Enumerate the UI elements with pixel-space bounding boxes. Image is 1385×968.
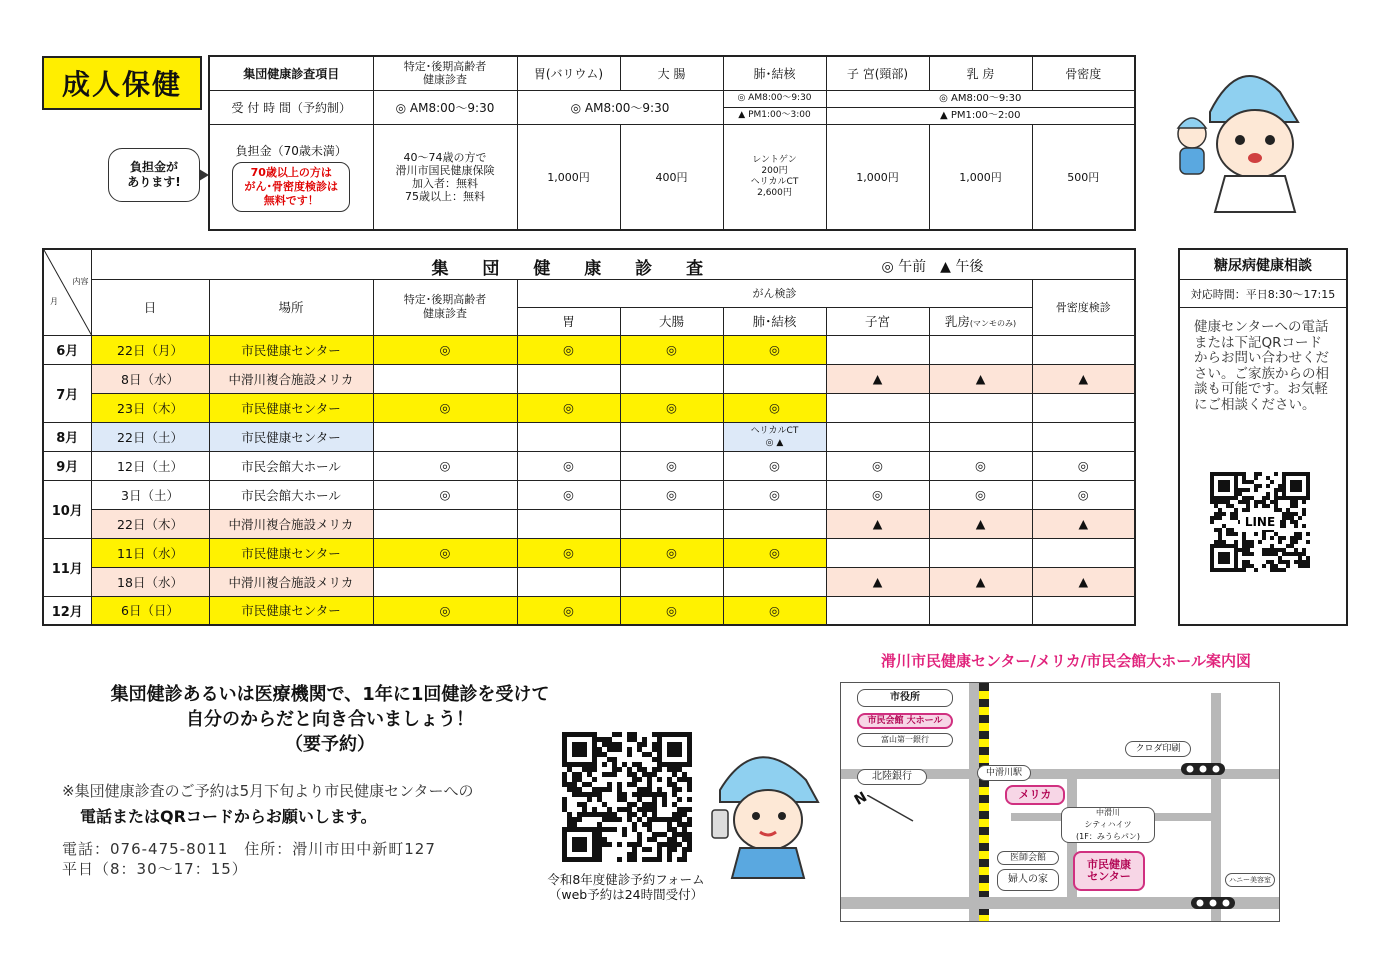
corner-diagonal: [44, 250, 92, 336]
month-cell: 6月: [43, 335, 91, 364]
place-cell: 市民健康センター: [209, 538, 373, 567]
mascot-doctor-icon: [1170, 52, 1310, 220]
signal-icon: [1181, 763, 1225, 775]
day-cell: 23日（木）: [91, 393, 209, 422]
mark-cell: ◎: [723, 393, 826, 422]
month-cell: 7月: [43, 364, 91, 422]
header-lung2: 肺･結核: [723, 307, 826, 335]
map-heights: 中滑川 シティハイツ (1F：みうらパン): [1061, 807, 1155, 843]
time-tokutei: ◎ AM8:00～9:30: [373, 90, 517, 124]
mark-cell: ▲: [929, 364, 1032, 393]
map-ishikai: 医師会館: [997, 851, 1059, 865]
month-cell: 11月: [43, 538, 91, 596]
mark-cell: ▲: [826, 509, 929, 538]
mark-cell: ヘリカルCT ◎ ▲: [723, 422, 826, 451]
mark-cell: [620, 567, 723, 596]
mark-cell: ◎: [723, 480, 826, 509]
mark-cell: [929, 335, 1032, 364]
map-station: 中滑川駅: [977, 765, 1031, 781]
mark-cell: [373, 567, 517, 596]
mark-cell: [517, 509, 620, 538]
header-colon2: 大腸: [620, 307, 723, 335]
sched-title: 集 団 健 康 診 査: [431, 259, 718, 279]
mark-cell: ◎: [1032, 451, 1135, 480]
table-row: [43, 596, 1135, 625]
mark-cell: ▲: [826, 364, 929, 393]
header-stomach: 胃(バリウム): [517, 56, 620, 90]
time-lung-am: ◎ AM8:00～9:30: [723, 90, 826, 107]
mark-cell: ◎: [517, 451, 620, 480]
place-cell: 市民健康センター: [209, 596, 373, 625]
qr-caption2: （web予約は24時間受付）: [548, 887, 704, 902]
side-hours: 対応時間：平日8:30～17:15: [1180, 280, 1346, 308]
header-bone: 骨密度: [1032, 56, 1135, 90]
place-cell: 市民健康センター: [209, 422, 373, 451]
corner-bottom-label: 月: [50, 297, 58, 306]
mark-cell: [517, 422, 620, 451]
table-row: [43, 335, 1135, 364]
mark-cell: ◎: [517, 538, 620, 567]
map-civic-hall: 市民会館 大ホール: [857, 713, 953, 729]
mark-cell: ◎: [620, 393, 723, 422]
mark-cell: [1032, 335, 1135, 364]
mark-cell: ▲: [929, 567, 1032, 596]
header-uterus: 子 宮(頸部): [826, 56, 929, 90]
header-day: 日: [91, 279, 209, 335]
mark-cell: ◎: [517, 393, 620, 422]
fee-stomach: 1,000円: [517, 124, 620, 230]
road-v3: [1211, 693, 1221, 922]
table-row: [43, 422, 1135, 451]
page-title: 成人保健: [42, 56, 202, 110]
day-cell: 12日（土）: [91, 451, 209, 480]
mark-cell: ◎: [373, 538, 517, 567]
mark-cell: [723, 364, 826, 393]
place-cell: 中滑川複合施設メリカ: [209, 364, 373, 393]
mark-cell: ◎: [517, 335, 620, 364]
contact-hours: 平日（8：30～17：15）: [62, 860, 248, 878]
map-center: 市民健康 センター: [1073, 851, 1145, 891]
header-stom2: 胃: [517, 307, 620, 335]
place-cell: 市民会館大ホール: [209, 451, 373, 480]
mark-cell: [723, 567, 826, 596]
bottom-line2: 自分のからだと向き合いましょう！: [186, 709, 474, 730]
reserve-note2: 電話またはQRコードからお願いします。: [80, 807, 377, 826]
month-cell: 8月: [43, 422, 91, 451]
place-cell: 市民健康センター: [209, 393, 373, 422]
map-kuroda: クロダ印刷: [1125, 741, 1191, 757]
header-tokutei2: 特定･後期高齢者 健康診査: [373, 279, 517, 335]
reservation-qr-icon[interactable]: [562, 732, 692, 862]
place-cell: 中滑川複合施設メリカ: [209, 567, 373, 596]
mark-cell: ◎: [517, 480, 620, 509]
mark-cell: ◎: [620, 451, 723, 480]
fee-free-note: 70歳以上の方は がん･骨密度検診は 無料です！: [232, 162, 350, 212]
mark-cell: [373, 364, 517, 393]
mark-cell: [1032, 393, 1135, 422]
north-arrow-icon: [867, 795, 917, 825]
reserve-note1: ※集団健康診査のご予約は5月下旬より市民健康センターへの: [62, 782, 474, 800]
mark-cell: ▲: [929, 509, 1032, 538]
table-row: [43, 538, 1135, 567]
map-title: 滑川市民健康センター/メリカ/市民会館大ホール案内図: [881, 652, 1251, 670]
table-row: [43, 509, 1135, 538]
day-cell: 11日（水）: [91, 538, 209, 567]
corner-cell: [43, 249, 91, 335]
mark-cell: ◎: [826, 451, 929, 480]
time-rest-am: ◎ AM8:00～9:30: [826, 90, 1135, 107]
contact-tel: 電話：076-475-8011 住所：滑川市田中新町127: [62, 840, 436, 858]
mark-cell: ◎: [929, 480, 1032, 509]
mark-cell: ◎: [723, 596, 826, 625]
header-tokutei: 特定･後期高齢者 健康診査: [373, 56, 517, 90]
fee-lung: レントゲン 200円 ヘリカルCT 2,600円: [723, 124, 826, 230]
mark-cell: [517, 364, 620, 393]
diabetes-consult-panel: [1178, 248, 1348, 626]
table-row: [43, 393, 1135, 422]
table-row: [43, 567, 1135, 596]
sched-title-cell: [91, 249, 1135, 279]
mark-cell: ▲: [826, 567, 929, 596]
day-cell: 8日（水）: [91, 364, 209, 393]
table-row: [43, 480, 1135, 509]
place-cell: 市民健康センター: [209, 335, 373, 364]
mark-cell: [620, 364, 723, 393]
mark-cell: ▲: [1032, 509, 1135, 538]
mark-cell: [929, 393, 1032, 422]
header-place: 場所: [209, 279, 373, 335]
mascot-phone-icon: [706, 740, 826, 880]
fee-colon: 400円: [620, 124, 723, 230]
mark-cell: [826, 538, 929, 567]
mark-cell: ◎: [723, 538, 826, 567]
side-title: 糖尿病健康相談: [1180, 250, 1346, 280]
map-toyama-bank: 富山第一銀行: [857, 733, 953, 747]
header-lung: 肺･結核: [723, 56, 826, 90]
header-breast2-sub: (マンモのみ): [969, 319, 1017, 328]
mark-cell: ▲: [1032, 567, 1135, 596]
map-cityhall: 市役所: [857, 689, 953, 707]
corner-top-label: 内容: [72, 277, 89, 286]
mark-cell: ◎: [620, 538, 723, 567]
mark-cell: [373, 422, 517, 451]
side-body: 健康センターへの電話または下記QRコードからお問い合わせください。ご家族からの相談も可能です。お気軽にご相談ください。: [1194, 319, 1329, 413]
map-north: N: [851, 789, 870, 809]
map-merica: メリカ: [1005, 785, 1065, 805]
bottom-message: [60, 682, 600, 757]
fee-tokutei: 40～74歳の方で 滑川市国民健康保険 加入者：無料 75歳以上：無料: [373, 124, 517, 230]
mark-cell: [826, 393, 929, 422]
header-breast2: [929, 307, 1032, 335]
qr-caption: [520, 872, 732, 902]
mark-cell: ◎: [723, 451, 826, 480]
signal-icon-2: [1191, 897, 1235, 909]
place-cell: 中滑川複合施設メリカ: [209, 509, 373, 538]
fee-bubble: 負担金が あります!: [108, 148, 200, 202]
header-item: 集団健康診査項目: [209, 56, 373, 90]
fee-label: 負担金（70歳未満）: [235, 143, 347, 158]
mark-cell: ◎: [373, 451, 517, 480]
time-rest-pm: ▲ PM1:00～2:00: [826, 107, 1135, 124]
mark-cell: ◎: [373, 480, 517, 509]
mark-cell: [1032, 596, 1135, 625]
mark-cell: ◎: [373, 335, 517, 364]
fee-label-cell: [209, 124, 373, 230]
bottom-line1: 集団健診あるいは医療機関で、1年に1回健診を受けて: [110, 684, 550, 705]
day-cell: 22日（月）: [91, 335, 209, 364]
fee-bone: 500円: [1032, 124, 1135, 230]
mark-cell: [826, 596, 929, 625]
mark-cell: ◎: [620, 335, 723, 364]
mark-cell: [826, 422, 929, 451]
header-breast2-label: 乳房: [944, 314, 970, 329]
header-uterus2: 子宮: [826, 307, 929, 335]
row-time-label: 受 付 時 間（予約制）: [209, 90, 373, 124]
mark-cell: [620, 509, 723, 538]
mark-cell: ◎: [620, 480, 723, 509]
fee-breast: 1,000円: [929, 124, 1032, 230]
mark-cell: [929, 538, 1032, 567]
header-colon: 大 腸: [620, 56, 723, 90]
table-row: [43, 364, 1135, 393]
map-hokuriku-bank: 北陸銀行: [857, 769, 927, 785]
month-cell: 9月: [43, 451, 91, 480]
mark-cell: [373, 509, 517, 538]
mark-cell: [1032, 422, 1135, 451]
mark-cell: ◎: [517, 596, 620, 625]
mark-cell: ◎: [373, 393, 517, 422]
guide-map: [840, 682, 1280, 922]
line-label: LINE: [1244, 515, 1276, 529]
railway: [979, 683, 989, 922]
mark-cell: [929, 422, 1032, 451]
line-qr-icon[interactable]: [1210, 472, 1310, 572]
header-breast: 乳 房: [929, 56, 1032, 90]
day-cell: 22日（土）: [91, 422, 209, 451]
qr-caption1: 令和8年度健診予約フォーム: [547, 872, 705, 887]
mark-cell: [723, 509, 826, 538]
header-cancer: がん検診: [517, 279, 1032, 307]
mark-cell: ◎: [826, 480, 929, 509]
day-cell: 18日（水）: [91, 567, 209, 596]
header-bone2: 骨密度検診: [1032, 279, 1135, 335]
mark-cell: [1032, 538, 1135, 567]
mark-cell: ◎: [929, 451, 1032, 480]
month-cell: 10月: [43, 480, 91, 538]
bottom-line3: （要予約）: [285, 734, 375, 755]
mark-cell: [620, 422, 723, 451]
day-cell: 6日（日）: [91, 596, 209, 625]
mark-cell: ◎: [723, 335, 826, 364]
mark-cell: [826, 335, 929, 364]
table-row: [43, 451, 1135, 480]
mark-cell: [517, 567, 620, 596]
mark-cell: ◎: [373, 596, 517, 625]
schedule-table: [42, 248, 1136, 626]
mark-cell: ◎: [1032, 480, 1135, 509]
month-cell: 12月: [43, 596, 91, 625]
day-cell: 22日（木）: [91, 509, 209, 538]
mark-cell: ▲: [1032, 364, 1135, 393]
map-fujin: 婦人の家: [997, 869, 1059, 891]
place-cell: 市民会館大ホール: [209, 480, 373, 509]
time-stomach-colon: ◎ AM8:00～9:30: [517, 90, 723, 124]
map-hani: ハニー美容室: [1225, 873, 1275, 887]
mark-cell: [929, 596, 1032, 625]
mark-cell: ◎: [620, 596, 723, 625]
fee-uterus: 1,000円: [826, 124, 929, 230]
day-cell: 3日（土）: [91, 480, 209, 509]
time-lung-pm: ▲ PM1:00～3:00: [723, 107, 826, 124]
sched-legend: ◎ 午前 ▲ 午後: [881, 259, 984, 275]
exam-summary-table: [208, 55, 1136, 231]
